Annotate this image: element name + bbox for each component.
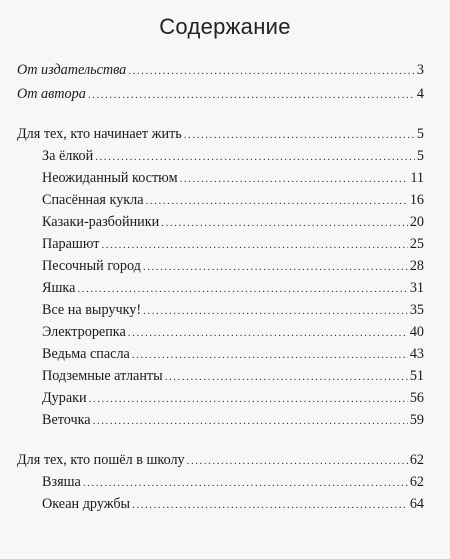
toc-entry (42, 366, 424, 386)
toc-entry-page-number: 62 (409, 474, 424, 490)
toc-entry (42, 472, 424, 492)
toc-entry-page-number: 31 (409, 280, 424, 296)
toc-entry-title: Веточка (42, 412, 91, 428)
toc-entry (42, 322, 424, 342)
toc-entry (42, 146, 424, 166)
toc-entry-title: Для тех, кто пошёл в школу (17, 452, 185, 468)
toc-entry-title: Электрорепка (42, 324, 126, 340)
dot-leader (187, 451, 408, 471)
dot-leader (95, 147, 415, 167)
toc-entry (42, 344, 424, 364)
toc-entry (42, 212, 424, 232)
toc-entry-page-number: 40 (409, 324, 424, 340)
toc-entry (42, 388, 424, 408)
toc-entry (17, 84, 424, 104)
toc-entry (42, 256, 424, 276)
toc-entry-title: Песочный город (42, 258, 141, 274)
dot-leader (161, 213, 408, 233)
toc-entry (17, 450, 424, 470)
toc-entry-page-number: 64 (409, 496, 424, 512)
toc-entry-title: Для тех, кто начинает жить (17, 126, 182, 142)
page-title: Содержание (159, 14, 291, 39)
toc-entry-title: Подземные атланты (42, 368, 163, 384)
toc-entry (42, 494, 424, 514)
dot-leader (101, 235, 407, 255)
toc-entry (42, 234, 424, 254)
toc-entry-page-number: 56 (409, 390, 424, 406)
toc-entry-title: Спасённая кукла (42, 192, 144, 208)
toc-entry (42, 190, 424, 210)
toc-entry (17, 124, 424, 144)
toc-entry-title: Все на выручку! (42, 302, 142, 318)
toc-entry-page-number: 51 (409, 368, 424, 384)
dot-leader (77, 279, 407, 299)
toc-entry (17, 60, 424, 80)
toc-entry-page-number: 11 (410, 170, 424, 186)
toc-entry-title: Неожиданный костюм (42, 170, 178, 186)
dot-leader (143, 301, 408, 321)
toc-entry-page-number: 3 (416, 62, 424, 78)
toc-entry-title: От издательства (17, 62, 127, 78)
dot-leader (132, 345, 408, 365)
dot-leader (128, 323, 408, 343)
dot-leader (143, 257, 408, 277)
toc-entry-title: Казаки-разбойники (42, 214, 160, 230)
toc-entry-page-number: 25 (409, 236, 424, 252)
toc-entry-page-number: 5 (416, 126, 424, 142)
toc-entry (42, 410, 424, 430)
toc-entry-title: Дураки (42, 390, 87, 406)
dot-leader (93, 411, 408, 431)
toc-entry-page-number: 59 (409, 412, 424, 428)
toc-entry (42, 300, 424, 320)
dot-leader (146, 191, 408, 211)
toc-entry-title: Парашют (42, 236, 100, 252)
toc-entry-title: От автора (17, 86, 86, 102)
toc-entry-page-number: 62 (409, 452, 424, 468)
dot-leader (89, 389, 408, 409)
toc-entry (42, 168, 424, 188)
toc-entry-page-number: 5 (416, 148, 424, 164)
dot-leader (88, 85, 415, 105)
dot-leader (184, 125, 415, 145)
toc-entry-page-number: 20 (409, 214, 424, 230)
dot-leader (83, 473, 408, 493)
toc-entry-page-number: 4 (416, 86, 424, 102)
dot-leader (180, 169, 409, 189)
toc-entry (42, 278, 424, 298)
dot-leader (128, 61, 415, 81)
toc-entry-title: За ёлкой (42, 148, 94, 164)
toc-entry-page-number: 43 (409, 346, 424, 362)
toc-entry-title: Яшка (42, 280, 76, 296)
dot-leader (165, 367, 408, 387)
toc-entry-page-number: 35 (409, 302, 424, 318)
toc-entry-title: Взяша (42, 474, 81, 490)
toc-entry-page-number: 28 (409, 258, 424, 274)
toc-entry-title: Ведьма спасла (42, 346, 130, 362)
toc-entry-page-number: 16 (409, 192, 424, 208)
dot-leader (132, 495, 408, 515)
toc-entry-title: Океан дружбы (42, 496, 131, 512)
